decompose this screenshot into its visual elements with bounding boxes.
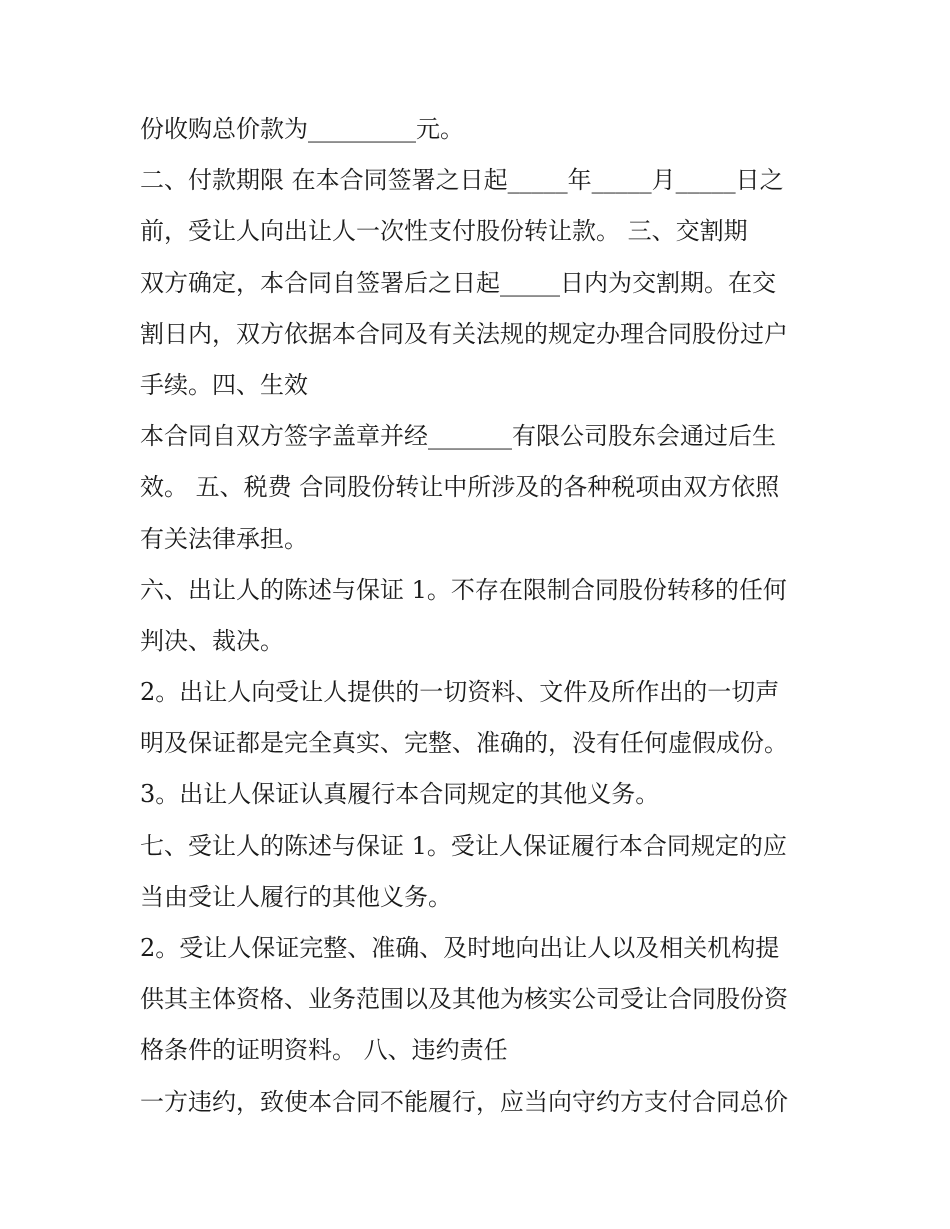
- text-line: 判决、裁决。: [140, 626, 284, 655]
- document-body: [140, 104, 820, 1128]
- text-line: 六、出让人的陈述与保证 1。不存在限制合同股份转移的任何: [140, 575, 787, 604]
- text-line: 一方违约，致使本合同不能履行，应当向守约方支付合同总价: [140, 1087, 788, 1116]
- text-line: 明及保证都是完全真实、完整、准确的，没有任何虚假成份。: [140, 729, 788, 758]
- text-line: 手续。四、生效: [140, 370, 308, 399]
- text-line: 本合同自双方签字盖章并经_______有限公司股东会通过后生: [140, 422, 776, 451]
- text-line: 2。受让人保证完整、准确、及时地向出让人以及相关机构提: [140, 934, 780, 962]
- text-line: 效。 五、税费 合同股份转让中所涉及的各种税项由双方依照: [140, 473, 780, 502]
- text-line: 3。出让人保证认真履行本合同规定的其他义务。: [140, 780, 660, 809]
- text-line: 供其主体资格、业务范围以及其他为核实公司受让合同股份资: [140, 985, 788, 1014]
- text-line: 双方确定，本合同自签署后之日起_____日内为交割期。在交: [140, 268, 776, 297]
- text-line: 前，受让人向出让人一次性支付股份转让款。 三、交割期: [140, 217, 748, 246]
- text-line: 份收购总价款为_________元。: [140, 115, 464, 143]
- text-line: 当由受让人履行的其他义务。: [140, 882, 452, 911]
- text-line: 格条件的证明资料。 八、违约责任: [140, 1036, 508, 1065]
- text-line: 割日内，双方依据本合同及有关法规的规定办理合同股份过户: [140, 319, 788, 348]
- text-line: 七、受让人的陈述与保证 1。受让人保证履行本合同规定的应: [140, 831, 787, 860]
- text-line: 2。出让人向受让人提供的一切资料、文件及所作出的一切声: [140, 678, 780, 707]
- text-line: 有关法律承担。: [140, 524, 308, 553]
- text-line: 二、付款期限 在本合同签署之日起_____年_____月_____日之: [140, 166, 784, 195]
